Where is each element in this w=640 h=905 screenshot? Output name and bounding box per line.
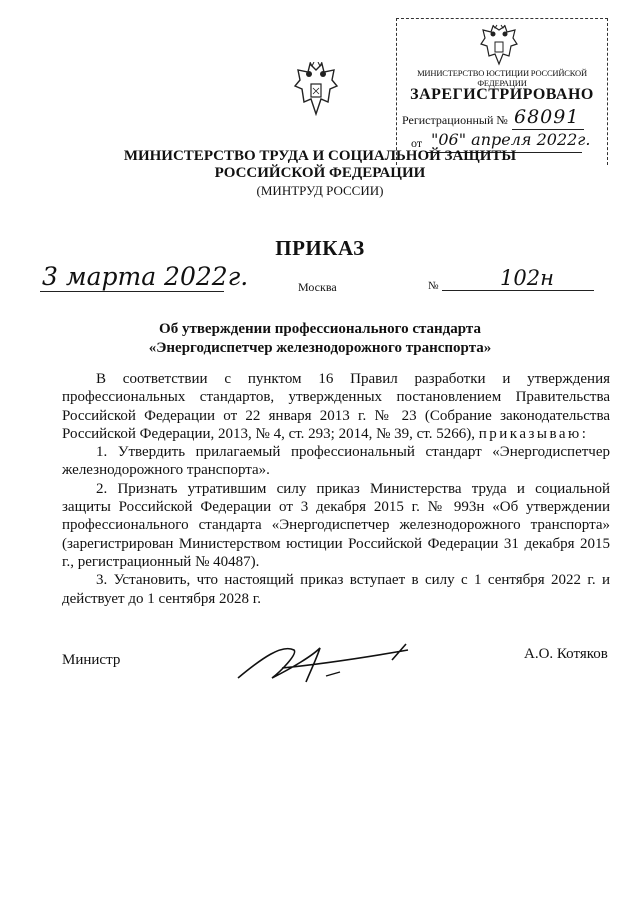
coat-of-arms-icon (479, 24, 519, 66)
stamp-registered: ЗАРЕГИСТРИРОВАНО (410, 86, 594, 103)
coat-of-arms-icon (293, 62, 339, 116)
subject-line2: «Энергодиспетчер железнодорожного транспорта» (148, 340, 492, 356)
body-item-3: 3. Установить, что настоящий приказ вступает в силу с 1 сентября 2022 г. и действует до 1 сентября 2028 г. (62, 572, 610, 607)
handwritten-signature (232, 638, 422, 686)
signatory-name: А.О. Котяков (524, 646, 608, 662)
ministry-title-line1: МИНИСТЕРСТВО ТРУДА И СОЦИАЛЬНОЙ ЗАЩИТЫ (123, 148, 517, 164)
orders-word: приказываю: (478, 425, 589, 442)
ministry-title (100, 148, 540, 182)
body-intro (62, 370, 610, 443)
order-number: 102н (500, 266, 554, 290)
order-subject (100, 320, 540, 358)
stamp-reg-number-label: Регистрационный № (402, 113, 508, 127)
stamp-date-label: от (411, 136, 423, 150)
signatory-position: Министр (62, 652, 121, 668)
order-date: 3 марта 2022г. (42, 262, 249, 291)
order-body (62, 370, 610, 608)
order-city: Москва (298, 280, 337, 294)
order-number-underline (442, 290, 594, 291)
body-item-1: 1. Утвердить прилагаемый профессиональный стандарт «Энергодиспетчер железнодорожного транспорта». (62, 444, 610, 479)
ministry-abbreviation: (МИНТРУД РОССИИ) (256, 183, 384, 198)
document-title: ПРИКАЗ (275, 236, 365, 260)
ministry-title-line2: РОССИЙСКОЙ ФЕДЕРАЦИИ (214, 165, 426, 181)
subject-line1: Об утверждении профессионального стандарта (159, 321, 481, 337)
stamp-reg-number: 68091 (514, 106, 580, 128)
order-date-underline (40, 291, 224, 292)
stamp-date: "06" апреля 2022г. (431, 130, 591, 149)
intro-text: В соответствии с пунктом 16 Правил разработки и утверждения профессиональных стандартов, утвержденных постановлением Правительства Российской Федерации от 22 января 2013 г. № 23 (Собрание законодательства Российской Федерации, 2013, № 4, ст. 293; 2014, № 39, ст. 5266), (62, 371, 610, 442)
order-number-sign: № (428, 280, 439, 292)
stamp-ministry: МИНИСТЕРСТВО ЮСТИЦИИ РОССИЙСКОЙ ФЕДЕРАЦИИ (417, 68, 587, 88)
body-item-2: 2. Признать утратившим силу приказ Министерства труда и социальной защиты Российской Федерации от 3 декабря 2015 г. № 993н «Об утверждении профессионального стандарта «Энергодиспетчер железнодорожного транспорта» (зарегистрирован Министерством юстиции Российской Федерации 31 декабря 2015 г., регистрационный № 40487). (62, 480, 610, 570)
